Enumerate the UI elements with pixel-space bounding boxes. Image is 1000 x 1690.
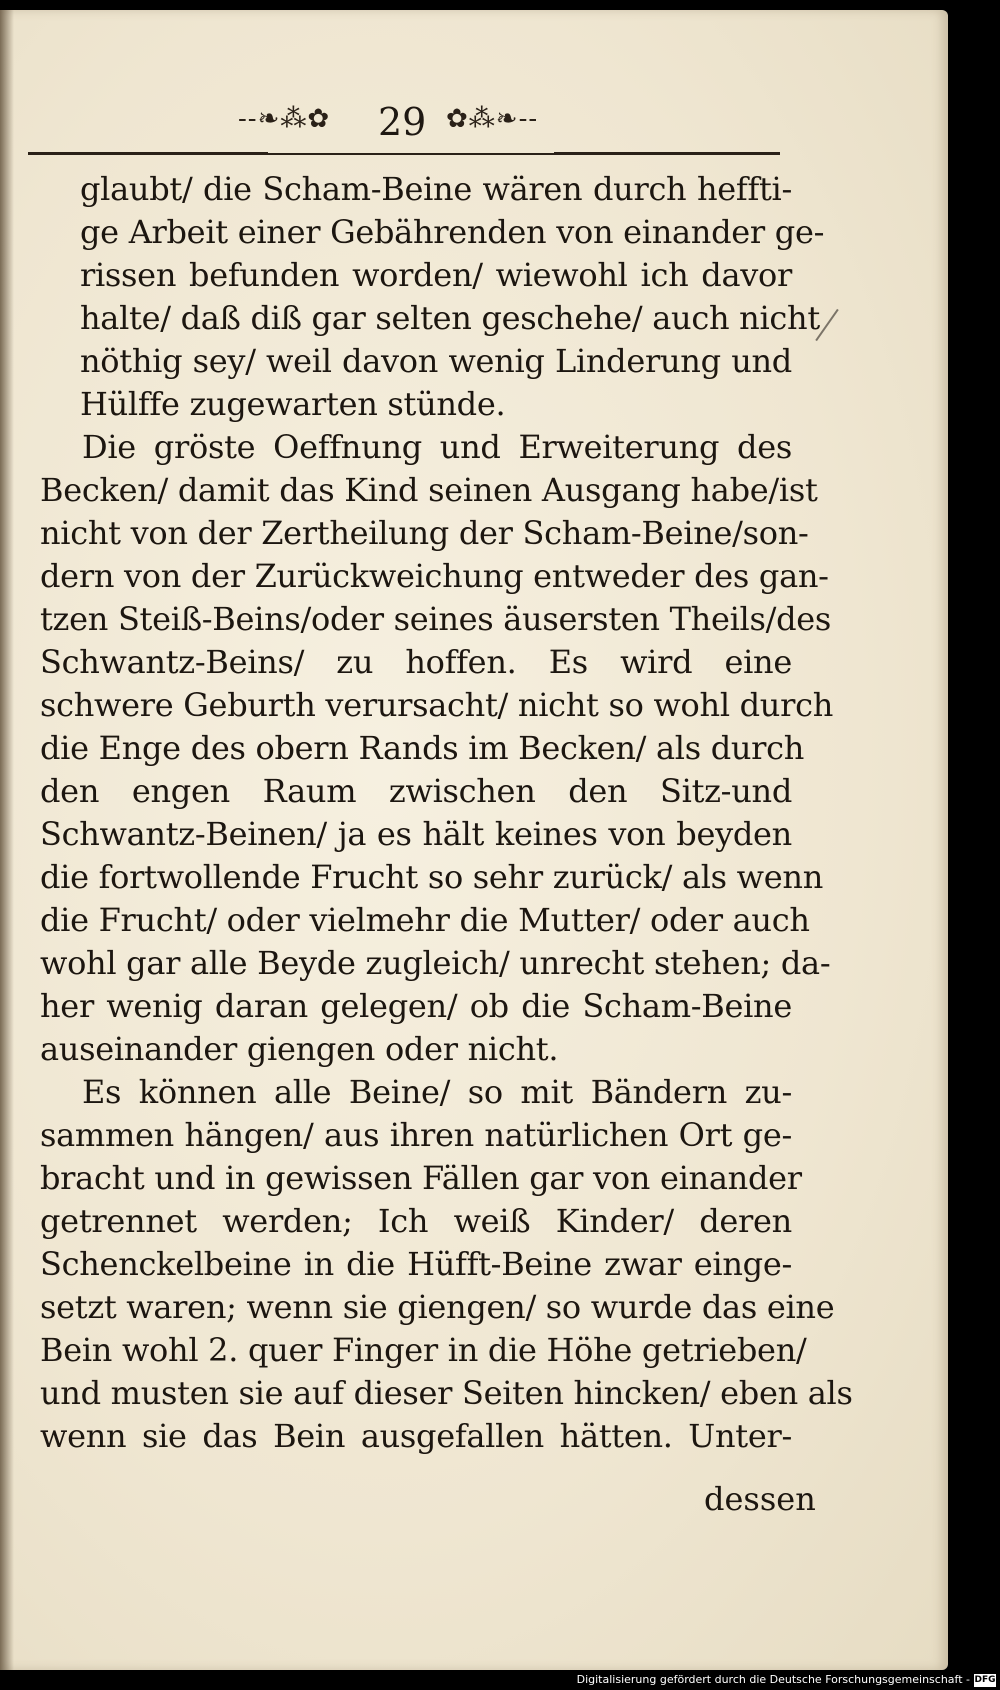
text-line: und musten sie auf dieser Seiten hincken/ eben als xyxy=(40,1374,853,1412)
text-line: nicht von der Zertheilung der Scham-Beine/son- xyxy=(40,514,809,552)
text-line: bracht und in gewissen Fällen gar von einander xyxy=(40,1159,802,1197)
digitization-footer xyxy=(0,1670,1000,1690)
text-line: wenn sie das Bein ausgefallen hätten. Unter- xyxy=(40,1417,792,1455)
text-line: die Enge des obern Rands im Becken/ als durch xyxy=(40,729,805,767)
catchword: dessen xyxy=(704,1480,816,1518)
text-line: tzen Steiß-Beins/oder seines äusersten Theils/des xyxy=(40,600,832,638)
text-line: auseinander giengen oder nicht. xyxy=(40,1030,559,1068)
text-line: die fortwollende Frucht so sehr zurück/ als wenn xyxy=(40,858,824,896)
text-line: sammen hängen/ aus ihren natürlichen Ort ge- xyxy=(40,1116,792,1154)
text-line: dern von der Zurückweichung entweder des gan- xyxy=(40,557,829,595)
text-line: wohl gar alle Beyde zugleich/ unrecht stehen; da- xyxy=(40,944,831,982)
text-line: rissen befunden worden/ wiewohl ich davor xyxy=(80,256,792,294)
header-rule-middle xyxy=(268,153,554,155)
text-line: ge Arbeit einer Gebährenden von einander ge- xyxy=(80,213,825,251)
body-text xyxy=(40,168,853,1458)
text-line: glaubt/ die Scham-Beine wären durch heffti- xyxy=(80,170,792,208)
text-line: Hülffe zugewarten stünde. xyxy=(80,385,506,423)
text-line: Becken/ damit das Kind seinen Ausgang habe/ist xyxy=(40,471,818,509)
footer-credit: Digitalisierung gefördert durch die Deutsche Forschungsgemeinschaft - xyxy=(576,1673,970,1686)
book-page xyxy=(0,10,948,1670)
header-rule-right xyxy=(554,152,780,155)
text-line: nöthig sey/ weil davon wenig Linderung und xyxy=(80,342,792,380)
page-number: 29 xyxy=(378,100,427,144)
paragraph-start-line: Die gröste Oeffnung und Erweiterung des xyxy=(82,428,792,466)
text-line: Schenckelbeine in die Hüfft-Beine zwar einge- xyxy=(40,1245,792,1283)
paragraph-start-line: Es können alle Beine/ so mit Bändern zu- xyxy=(82,1073,792,1111)
text-line: Bein wohl 2. quer Finger in die Höhe getrieben/ xyxy=(40,1331,807,1369)
text-line: schwere Geburth verursacht/ nicht so wohl durch xyxy=(40,686,834,724)
header-ornament-left: --❧⁂✿ xyxy=(238,104,331,134)
text-line: den engen Raum zwischen den Sitz-und xyxy=(40,772,792,810)
text-line: die Frucht/ oder vielmehr die Mutter/ oder auch xyxy=(40,901,810,939)
page-header xyxy=(0,98,948,154)
text-line: Schwantz-Beins/ zu hoffen. Es wird eine xyxy=(40,643,792,681)
header-ornament-right: ✿⁂❧-- xyxy=(446,104,539,134)
text-line: setzt waren; wenn sie giengen/ so wurde das eine xyxy=(40,1288,835,1326)
text-line: halte/ daß diß gar selten geschehe/ auch nicht xyxy=(80,299,820,337)
dfg-logo-icon: DFG xyxy=(974,1674,996,1685)
header-rule-left xyxy=(28,152,268,155)
text-line: getrennet werden; Ich weiß Kinder/ deren xyxy=(40,1202,792,1240)
text-line: Schwantz-Beinen/ ja es hält keines von beyden xyxy=(40,815,792,853)
text-line: her wenig daran gelegen/ ob die Scham-Beine xyxy=(40,987,792,1025)
